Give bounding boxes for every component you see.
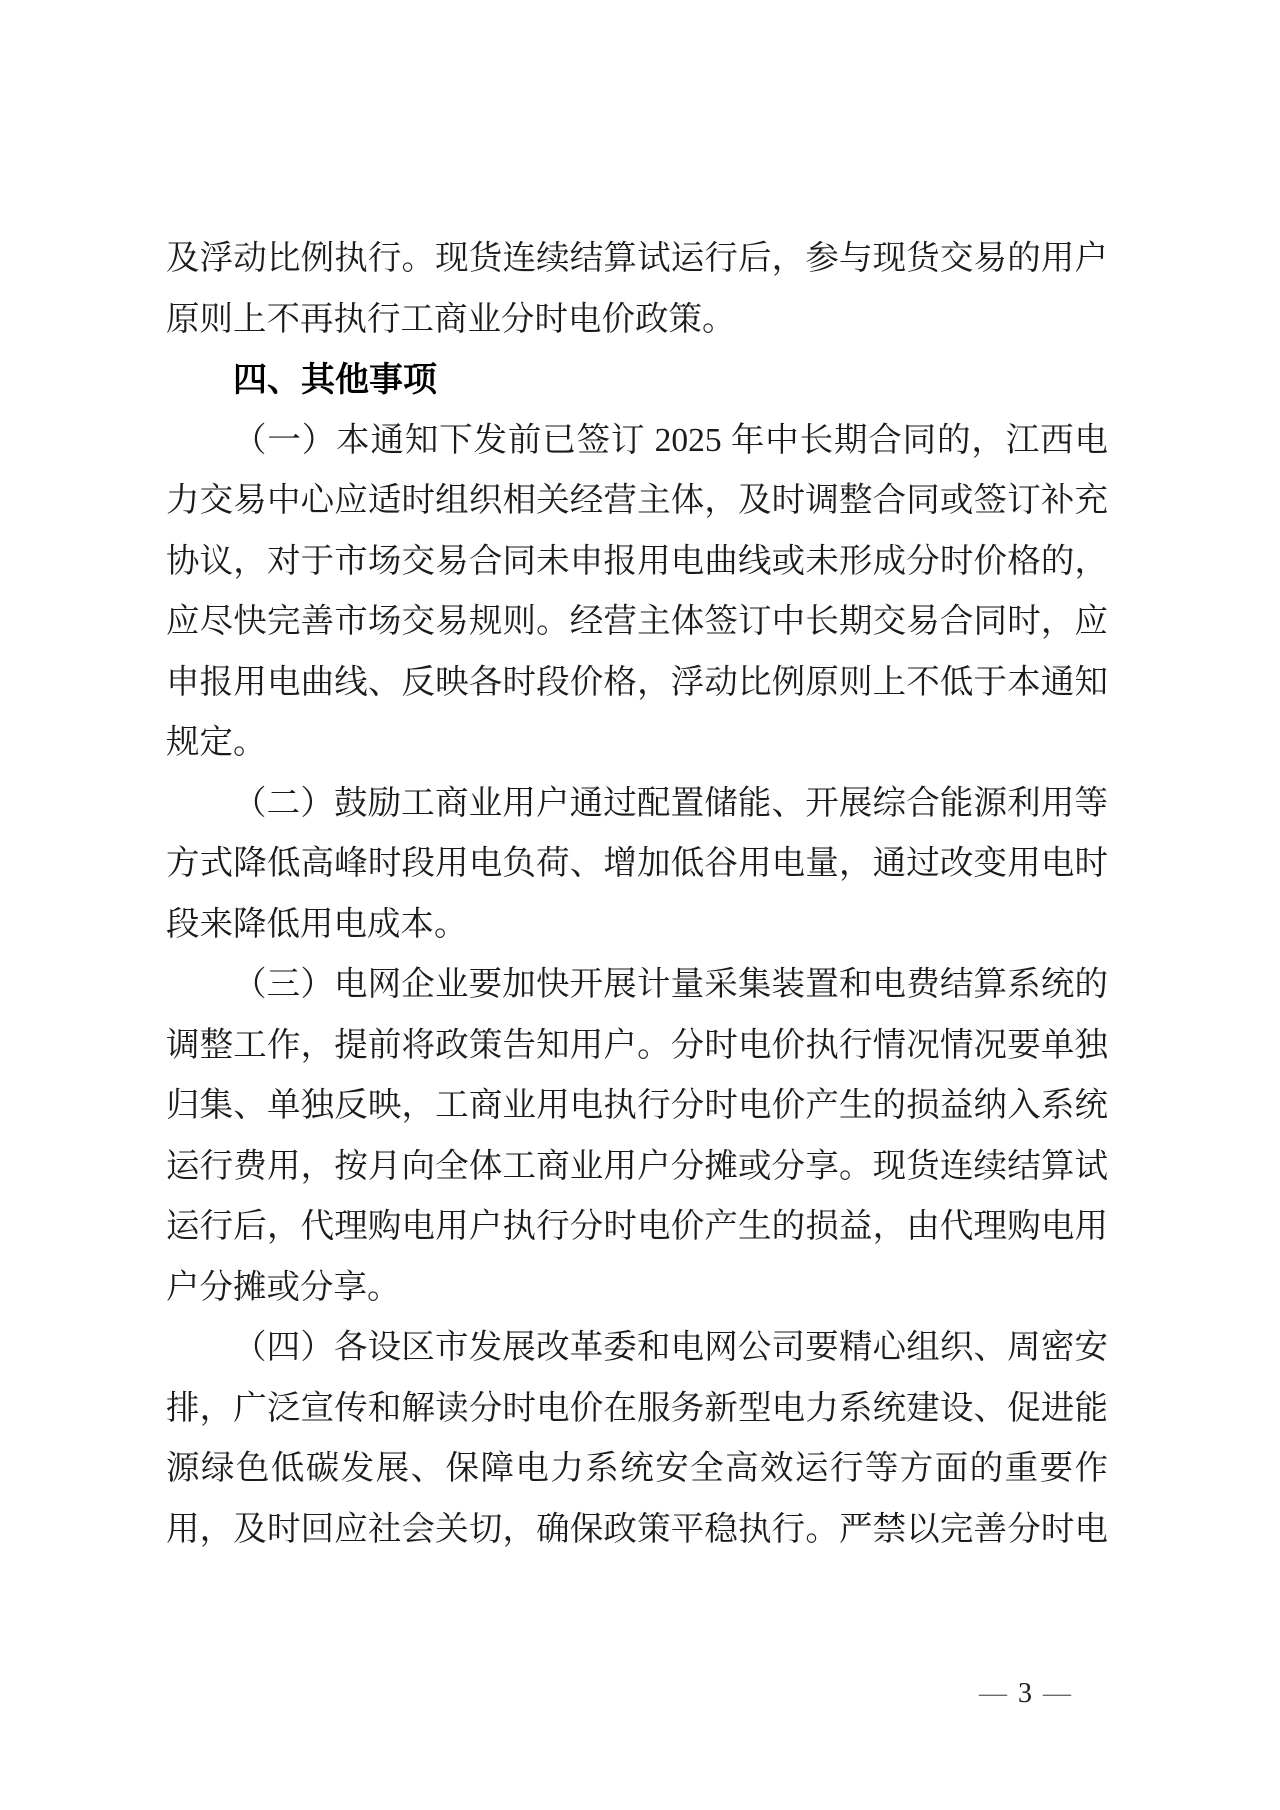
heading-section-four [166,350,1108,411]
para-continuation [166,229,1108,350]
para-item-three-line-1: （三）电网企业要加快开展计量采集装置和电费结算系统的 [233,966,1108,1003]
para-item-one-line-6: 规定。 [166,724,267,761]
para-item-three-line-2: 调整工作，提前将政策告知用户。分时电价执行情况情况要单独 [166,1026,1108,1064]
page-number-dash-right: — [1043,1678,1071,1709]
para-item-four-line-3: 源绿色低碳发展、保障电力系统安全高效运行等方面的重要作 [166,1450,1108,1487]
heading-section-four-line-1: 四、其他事项 [233,361,437,399]
para-item-one-line-2: 力交易中心应适时组织相关经营主体，及时调整合同或签订补充 [166,482,1108,519]
para-item-four-line-4: 用，及时回应社会关切，确保政策平稳执行。严禁以完善分时电 [166,1510,1108,1548]
document-body [166,229,1108,1560]
para-item-two [166,774,1108,956]
para-item-one-line-1: （一）本通知下发前已签订 2025 年中长期合同的，江西电 [233,421,1108,459]
page-number [969,1672,1081,1716]
para-item-three-line-4: 运行费用，按月向全体工商业用户分摊或分享。现货连续结算试 [166,1147,1108,1185]
para-item-one-line-4: 应尽快完善市场交易规则。经营主体签订中长期交易合同时，应 [166,603,1108,640]
para-item-three [166,955,1108,1318]
para-item-two-line-2: 方式降低高峰时段用电负荷、增加低谷用电量，通过改变用电时 [166,845,1108,882]
para-continuation-line-1: 及浮动比例执行。现货连续结算试运行后，参与现货交易的用户 [166,240,1108,277]
para-item-three-line-5: 运行后，代理购电用户执行分时电价产生的损益，由代理购电用 [166,1208,1108,1245]
para-item-three-line-6: 户分摊或分享。 [166,1268,401,1306]
page-number-dash-left: — [979,1678,1007,1709]
page-number-value: 3 [1018,1678,1032,1709]
para-item-one-line-5: 申报用电曲线、反映各时段价格，浮动比例原则上不低于本通知 [166,663,1108,701]
para-item-two-line-1: （二）鼓励工商业用户通过配置储能、开展综合能源利用等 [233,784,1108,822]
para-item-four-line-2: 排，广泛宣传和解读分时电价在服务新型电力系统建设、促进能 [166,1389,1108,1427]
para-item-four-line-1: （四）各设区市发展改革委和电网公司要精心组织、周密安 [233,1329,1108,1366]
para-continuation-line-2: 原则上不再执行工商业分时电价政策。 [166,300,736,338]
para-item-one-line-3: 协议，对于市场交易合同未申报用电曲线或未形成分时价格的， [166,542,1108,580]
para-item-two-line-3: 段来降低用电成本。 [166,905,468,943]
para-item-one [166,411,1108,774]
para-item-three-line-3: 归集、单独反映，工商业用电执行分时电价产生的损益纳入系统 [166,1087,1108,1124]
para-item-four [166,1318,1108,1560]
